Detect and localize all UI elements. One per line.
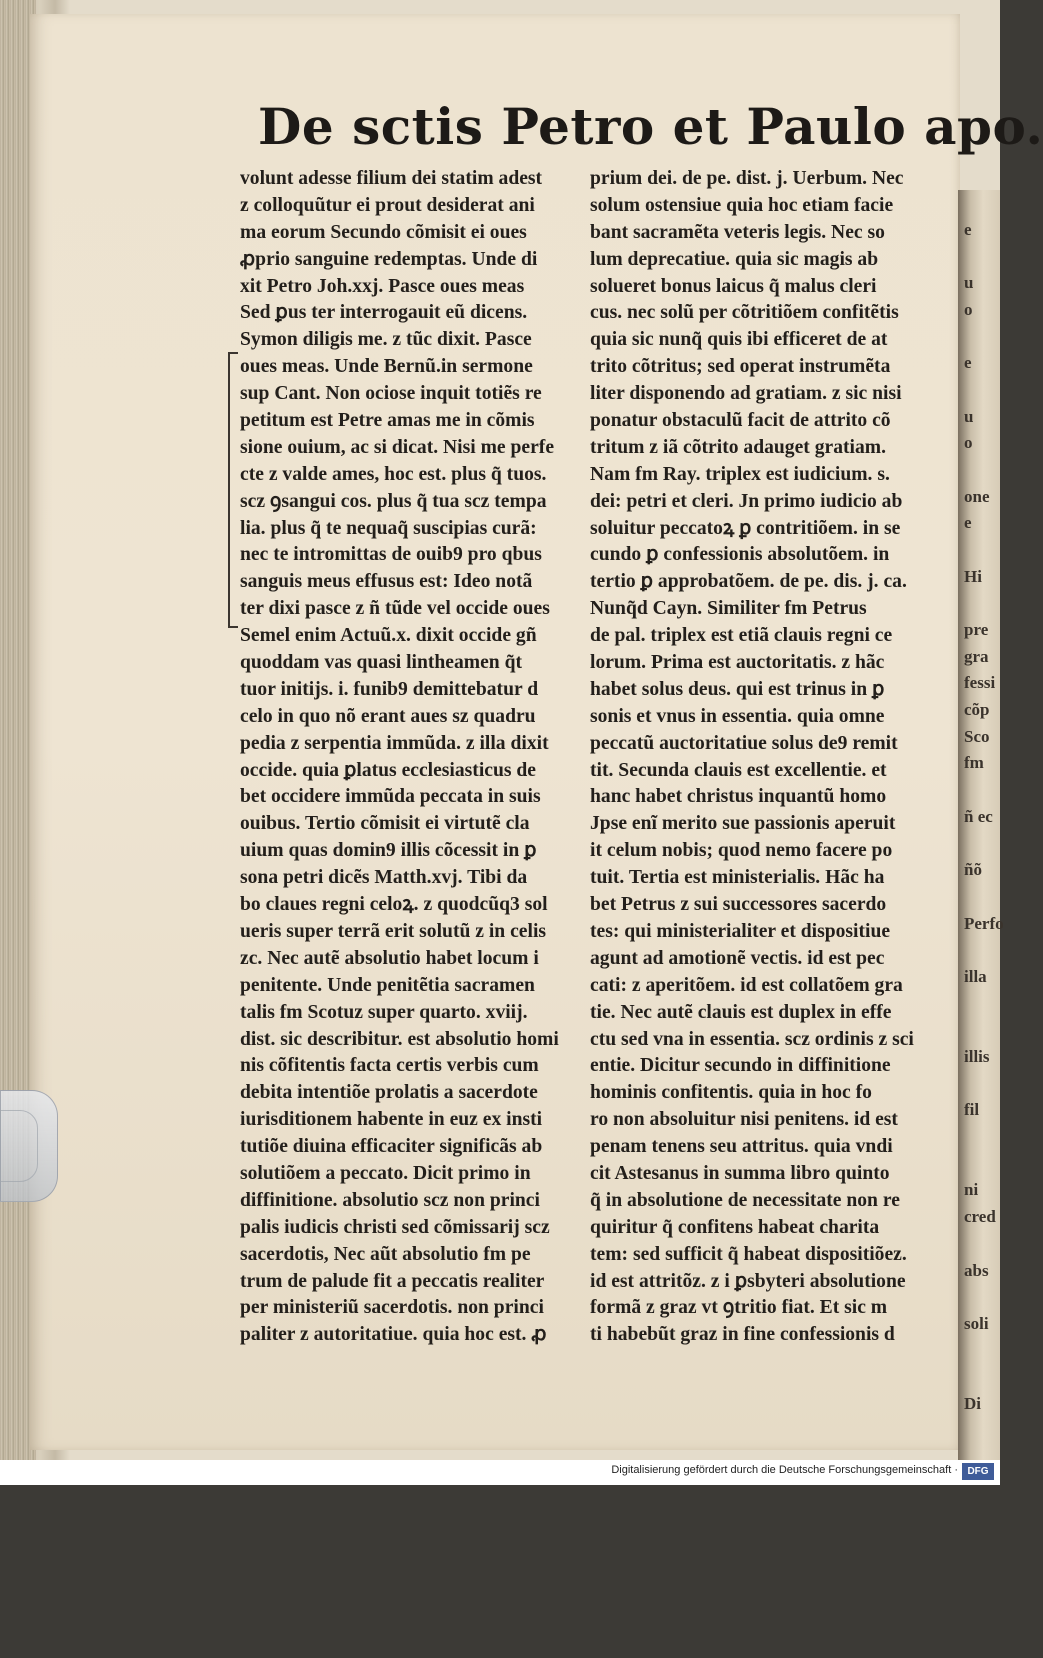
text-line: bant sacramẽta veteris legis. Nec so xyxy=(590,221,885,243)
text-line: sacerdotis, Nec aũt absolutio fm pe xyxy=(240,1243,531,1265)
text-line: formã z graz vt ꝯtritio fiat. Et sic m xyxy=(590,1297,888,1319)
margin-fragment: u xyxy=(964,406,974,426)
margin-fragment xyxy=(964,1631,1000,1658)
margin-fragment xyxy=(964,1338,1000,1365)
margin-fragment: abs xyxy=(964,1260,989,1280)
text-line: trito cõtritus; sed operat instrumẽta xyxy=(590,356,891,378)
margin-fragment xyxy=(964,1604,1000,1631)
footer-bar xyxy=(0,1460,1000,1485)
text-line: sonis et vnus in essentia. quia omne xyxy=(590,705,885,727)
margin-fragment xyxy=(964,1284,1000,1311)
margin-bracket xyxy=(228,352,238,628)
margin-fragment xyxy=(964,190,1000,217)
text-line: entie. Dicitur secundo in diffinitione xyxy=(590,1055,891,1077)
text-line: habet solus deus. qui est trinus in ꝑ xyxy=(590,678,885,700)
glass-clip-inner xyxy=(0,1110,38,1182)
text-line: nec te intromittas de ouib9 pro qbus xyxy=(240,544,542,566)
margin-fragment xyxy=(964,831,1000,858)
margin-fragment: one xyxy=(964,486,990,506)
margin-fragment xyxy=(964,1498,1000,1525)
text-line: Nam fm Ray. triplex est iudicium. s. xyxy=(590,463,890,485)
text-line: solueret bonus laicus q̃ malus cleri xyxy=(590,275,877,297)
text-line: volunt adesse filium dei statim adest xyxy=(240,168,543,189)
margin-fragment: o xyxy=(964,299,973,319)
margin-fragment xyxy=(964,1124,1000,1151)
text-line: palis iudicis christi sed cõmissarij scz xyxy=(240,1216,550,1238)
margin-fragment xyxy=(964,1071,1000,1098)
text-line: iurisditionem habente in euz ex insti xyxy=(240,1109,543,1131)
margin-fragment xyxy=(964,1551,1000,1578)
text-line: sanguis meus effusus est: Ideo notã xyxy=(240,571,533,593)
text-line: talis fm Scotuz super quarto. xviij. xyxy=(240,1001,528,1023)
text-line: solum ostensiue quia hoc etiam facie xyxy=(590,194,894,216)
text-line: Jpse enĩ merito sue passionis aperuit xyxy=(590,813,896,835)
text-line: cus. nec solũ per cõtritiõem confitẽtis xyxy=(590,302,899,324)
text-line: trum de palude fit a peccatis realiter xyxy=(240,1270,545,1292)
text-line: occide. quia ꝑlatus ecclesiasticus de xyxy=(240,759,536,781)
text-line: peccatũ auctoritatiue solus de9 remit xyxy=(590,732,898,754)
text-line: sione ouium, ac si dicat. Nisi me perfe xyxy=(240,436,555,458)
text-line: bo claues regni celoꝝ. z quodcũq3 sol xyxy=(240,894,548,916)
facing-page-margin-text xyxy=(964,190,1004,1413)
text-line: tes: qui ministerialiter et dispositiue xyxy=(590,920,891,942)
margin-fragment: u xyxy=(964,273,974,293)
left-text-column xyxy=(240,166,585,1349)
text-line: ꝓprio sanguine redemptas. Unde di xyxy=(240,248,538,270)
margin-fragment xyxy=(964,323,1000,350)
text-line: petitum est Petre amas me in cõmis xyxy=(240,410,535,432)
text-line: zc. Nec autẽ absolutio habet locum i xyxy=(240,947,539,969)
dfg-logo: DFG xyxy=(962,1463,994,1480)
text-line: cundo ꝑ confessionis absolutõem. in xyxy=(590,544,890,566)
text-line: ter dixi pasce z ñ tũde vel occide oues xyxy=(240,598,550,620)
text-line: debita intentiõe prolatis a sacerdote xyxy=(240,1082,538,1104)
text-line: bet Petrus z sui successores sacerdo xyxy=(590,894,887,916)
text-line: prium dei. de pe. dist. j. Uerbum. Nec xyxy=(590,168,904,189)
text-line: ma eorum Secundo cõmisit ei oues xyxy=(240,221,527,243)
text-line: soluitur peccatoꝝ ꝑ contritiõem. in se xyxy=(590,517,901,539)
text-line: scz ꝯsangui cos. plus q̃ tua scz tempa xyxy=(240,490,547,512)
text-line: liter disponendo ad gratiam. z sic nisi xyxy=(590,383,902,405)
text-line: solutiõem a peccato. Dicit primo in xyxy=(240,1162,531,1184)
margin-fragment: Perfo xyxy=(964,913,1004,933)
margin-fragment: Hi xyxy=(964,566,982,586)
margin-fragment: gra xyxy=(964,646,989,666)
margin-fragment: e xyxy=(964,353,972,373)
right-text-column xyxy=(590,166,930,1349)
text-line: ti habebũt graz in fine confessionis d xyxy=(590,1324,895,1346)
text-line: ueris super terrã erit solutũ z in celis xyxy=(240,920,547,942)
text-line: Sed ꝑus ter interrogauit eũ dicens. xyxy=(240,302,528,324)
text-line: tuor initijs. i. funib9 demittebatur d xyxy=(240,678,539,700)
margin-fragment: ni xyxy=(964,1180,979,1200)
margin-fragment xyxy=(964,884,1000,911)
margin-fragment xyxy=(964,457,1000,484)
text-line: uium quas domin9 illis cõcessit in ꝑ xyxy=(240,840,537,862)
text-line: id est attritõz. z i ꝑsbyteri absolutione xyxy=(590,1270,906,1292)
text-line: Semel enim Actuũ.x. dixit occide gñ xyxy=(240,625,537,647)
text-line: quoddam vas quasi lintheamen q̃t xyxy=(240,652,523,674)
margin-fragment: illa xyxy=(964,966,987,986)
margin-fragment xyxy=(964,1231,1000,1258)
margin-fragment xyxy=(964,1524,1000,1551)
text-line: quiritur q̃ confitens habeat charita xyxy=(590,1216,880,1238)
text-line: tie. Nec autẽ clauis est duplex in effe xyxy=(590,1001,892,1023)
text-line: quia sic nunq̃ quis ibi efficeret de at xyxy=(590,329,888,351)
margin-fragment xyxy=(964,1578,1000,1605)
text-line: penam tenens seu attritus. quia vndi xyxy=(590,1136,893,1158)
text-line: agunt ad amotionẽ vectis. id est pec xyxy=(590,947,885,969)
text-line: de pal. triplex est etiã clauis regni ce xyxy=(590,625,893,647)
margin-fragment xyxy=(964,1017,1000,1044)
text-line: ponatur obstaculũ facit de attrito cõ xyxy=(590,410,891,432)
text-line: cati: z aperitõem. id est collatõem gra xyxy=(590,974,903,996)
text-line: tutiõe diuina efficaciter significãs ab xyxy=(240,1136,543,1158)
margin-fragment: pre xyxy=(964,620,989,639)
margin-fragment xyxy=(964,590,1000,617)
margin-fragment: fil xyxy=(964,1100,980,1120)
text-line: lorum. Prima est auctoritatis. z hãc xyxy=(590,652,885,674)
text-line: z colloquũtur ei prout desiderat ani xyxy=(240,194,535,216)
margin-fragment: cõp xyxy=(964,700,990,720)
text-line: nis cõfitentis facta certis verbis cum xyxy=(240,1055,539,1077)
text-line: ouibus. Tertio cõmisit ei virtutẽ cla xyxy=(240,813,530,835)
text-line: paliter z autoritatiue. quia hoc est. ꝓ xyxy=(240,1324,547,1346)
text-line: lum deprecatiue. quia sic magis ab xyxy=(590,248,879,270)
text-line: cit Astesanus in summa libro quinto xyxy=(590,1162,890,1184)
text-line: dei: petri et cleri. Jn primo iudicio ab xyxy=(590,490,903,512)
text-line: tem: sed sufficit q̃ habeat dispositiõez. xyxy=(590,1243,907,1265)
margin-fragment: o xyxy=(964,433,973,453)
text-line: Symon diligis me. z tũc dixit. Pasce xyxy=(240,329,532,351)
page-header: De sctis Petro et Paulo apo. xyxy=(258,97,1043,156)
text-line: tritum z iã cõtrito adauget gratiam. xyxy=(590,436,887,458)
text-line: xit Petro Joh.xxj. Pasce oues meas xyxy=(240,275,525,297)
text-line: cte z valde ames, hoc est. plus q̃ tuos. xyxy=(240,463,547,485)
margin-fragment: ñ ec xyxy=(964,806,993,826)
margin-fragment: soli xyxy=(964,1313,989,1333)
margin-fragment xyxy=(964,777,1000,804)
text-line: dist. sic describitur. est absolutio homi xyxy=(240,1028,559,1050)
margin-fragment: e xyxy=(964,219,972,239)
margin-fragment xyxy=(964,377,1000,404)
text-line: diffinitione. absolutio scz non princi xyxy=(240,1189,540,1211)
margin-fragment xyxy=(964,1151,1000,1178)
text-line: penitente. Unde penitẽtia sacramen xyxy=(240,974,535,996)
text-line: hanc habet christus inquantũ homo xyxy=(590,786,887,808)
text-line: ctu sed vna in essentia. scz ordinis z sci xyxy=(590,1028,914,1050)
text-line: pedia z serpentia immũda. z illa dixit xyxy=(240,732,549,754)
footer-credit: Digitalisierung gefördert durch die Deutsche Forschungsgemeinschaft · xyxy=(611,1464,958,1476)
margin-fragment: Di xyxy=(964,1393,981,1413)
text-line: sup Cant. Non ociose inquit totiẽs re xyxy=(240,383,542,405)
text-line: hominis confitentis. quia in hoc fo xyxy=(590,1082,872,1104)
margin-fragment xyxy=(964,537,1000,564)
text-line: sona petri dicẽs Matth.xvj. Tibi da xyxy=(240,867,528,889)
margin-fragment: cred xyxy=(964,1207,996,1227)
margin-fragment xyxy=(964,937,1000,964)
text-line: tuit. Tertia est ministerialis. Hãc ha xyxy=(590,867,885,889)
margin-fragment: Sco xyxy=(964,726,990,746)
margin-fragment: ñõ xyxy=(964,860,982,880)
text-line: ro non absoluitur nisi penitens. id est xyxy=(590,1109,898,1131)
margin-fragment: fessi xyxy=(964,673,996,693)
margin-fragment xyxy=(964,991,1000,1018)
text-line: q̃ in absolutione de necessitate non re xyxy=(590,1189,900,1211)
margin-fragment: e xyxy=(964,513,972,533)
text-line: per ministeriũ sacerdotis. non princi xyxy=(240,1297,544,1319)
text-line: tit. Secunda clauis est excellentie. et xyxy=(590,759,887,781)
margin-fragment: illis xyxy=(964,1047,990,1066)
text-line: oues meas. Unde Bernũ.in sermone xyxy=(240,356,533,378)
margin-fragment xyxy=(964,1418,1000,1445)
margin-fragment xyxy=(964,243,1000,270)
text-line: Nunq̃d Cayn. Similiter fm Petrus xyxy=(590,598,867,620)
margin-fragment: fm xyxy=(964,753,984,773)
text-line: lia. plus q̃ te nequaq̃ suscipias curã: xyxy=(240,517,537,539)
text-line: tertio ꝑ approbatõem. de pe. dis. j. ca. xyxy=(590,571,907,593)
text-line: bet occidere immũda peccata in suis xyxy=(240,786,541,808)
text-line: it celum nobis; quod nemo facere po xyxy=(590,840,893,862)
text-line: celo in quo nõ erant aues sz quadru xyxy=(240,705,536,727)
margin-fragment xyxy=(964,1364,1000,1391)
